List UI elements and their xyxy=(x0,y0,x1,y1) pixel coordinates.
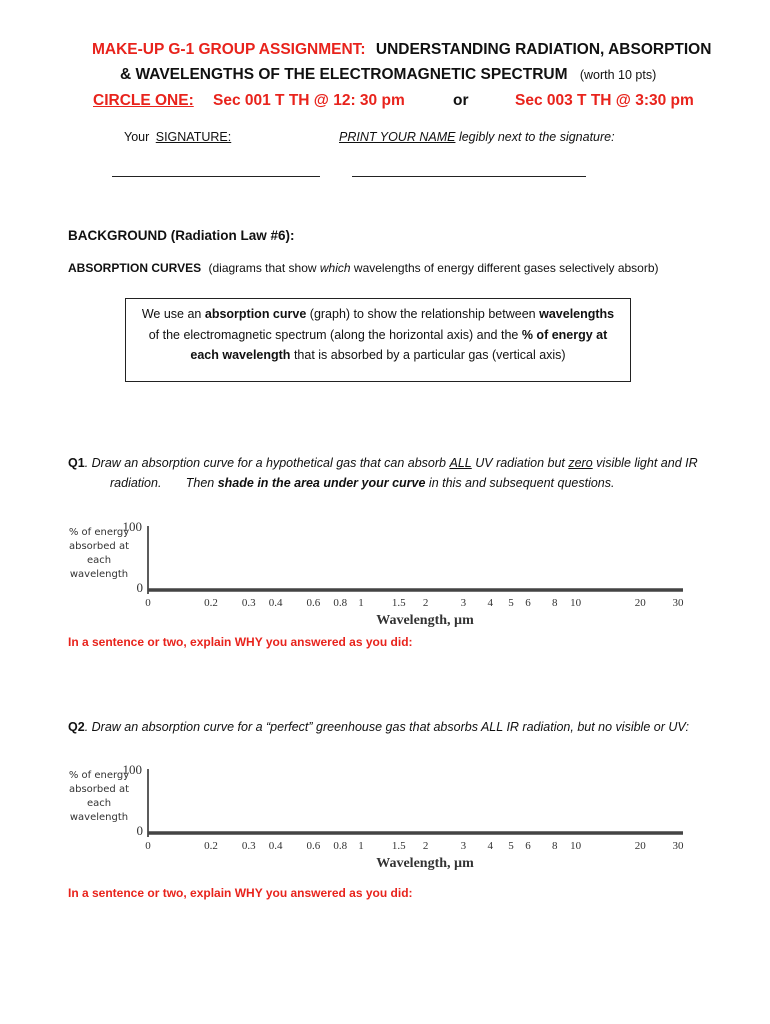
chart2-xtick-0: 0 xyxy=(145,840,151,852)
q1-zero: zero xyxy=(568,456,593,470)
chart2-xtick-4: 4 xyxy=(487,840,493,852)
chart2-absorption-plot[interactable] xyxy=(115,761,695,873)
chart1-xtick-20: 20 xyxy=(634,597,646,609)
chart2-xtick-1_5: 1.5 xyxy=(391,840,406,852)
box-l1-d: wavelengths xyxy=(539,307,615,321)
box-l2-a: of the electromagnetic spectrum (along the horizontal axis) and the xyxy=(148,328,519,342)
absorption-bold: ABSORPTION CURVES xyxy=(68,261,202,275)
absorption-curves-line xyxy=(68,261,659,275)
chart2-xtick-0_3: 0.3 xyxy=(241,840,256,852)
print-name-word: PRINT YOUR NAME xyxy=(339,130,456,144)
worth-note: (worth 10 pts) xyxy=(579,68,657,82)
signature-line[interactable] xyxy=(112,176,320,177)
chart1-xtick-5: 5 xyxy=(508,597,514,609)
q2-number: Q2 xyxy=(68,720,85,734)
box-line-1 xyxy=(126,307,630,321)
box-l3-a: each wavelength xyxy=(190,348,291,362)
chart2-ylabel: % of energy absorbed at each wavelength xyxy=(68,770,130,823)
print-name-line[interactable] xyxy=(352,176,586,177)
chart2-xtick-20: 20 xyxy=(634,840,646,852)
chart1-xtick-8: 8 xyxy=(552,597,558,609)
chart1-absorption-plot[interactable] xyxy=(115,518,695,630)
chart2-xtick-6: 6 xyxy=(525,840,531,852)
q1-explain-prompt: In a sentence or two, explain WHY you answered as you did: xyxy=(68,635,413,649)
box-l1-b: absorption curve xyxy=(204,307,307,321)
q2-explain-prompt: In a sentence or two, explain WHY you answered as you did: xyxy=(68,886,413,900)
box-l2-b: % of energy at xyxy=(521,328,608,342)
signature-label xyxy=(124,130,231,144)
chart1-xtick-3: 3 xyxy=(460,597,467,609)
chart1-ylabel: % of energy absorbed at each wavelength xyxy=(68,527,130,580)
definition-box xyxy=(125,298,631,382)
title-line-1 xyxy=(92,41,711,59)
chart1-xtick-30: 30 xyxy=(672,597,684,609)
chart2-xtick-5: 5 xyxy=(508,840,514,852)
chart2-xtick-0_2: 0.2 xyxy=(204,840,218,852)
chart2-xtick-1: 1 xyxy=(358,840,364,852)
chart1-xtick-1_5: 1.5 xyxy=(391,597,406,609)
chart2-xtick-3: 3 xyxy=(460,840,467,852)
circle-one-label: CIRCLE ONE: xyxy=(93,92,194,109)
title-black: UNDERSTANDING RADIATION, ABSORPTION xyxy=(375,41,712,58)
chart1-xtick-6: 6 xyxy=(525,597,531,609)
chart1-ytick-100: 100 xyxy=(122,519,142,534)
signature-your: Your xyxy=(124,130,150,144)
chart1-xtick-0_6: 0.6 xyxy=(306,597,321,609)
q1-text-b: UV radiation but xyxy=(475,456,565,470)
chart1-xtick-1: 1 xyxy=(358,597,364,609)
chart2-xtick-10: 10 xyxy=(570,840,582,852)
signature-word: SIGNATURE: xyxy=(155,130,232,144)
q1-number: Q1 xyxy=(68,456,85,470)
chart2-xtick-0_8: 0.8 xyxy=(333,840,348,852)
chart1-xtick-4: 4 xyxy=(487,597,493,609)
q1-all: ALL xyxy=(449,456,472,470)
chart2-xtick-8: 8 xyxy=(552,840,558,852)
chart1-xtick-0_4: 0.4 xyxy=(268,597,283,609)
title-red: MAKE-UP G-1 GROUP ASSIGNMENT: xyxy=(92,41,366,58)
chart1-xlabel: Wavelength, µm xyxy=(376,613,474,628)
q1-line-2 xyxy=(110,476,614,490)
or-text: or xyxy=(453,92,469,109)
q1-text-a: . Draw an absorption curve for a hypothetical gas that can absorb xyxy=(84,456,447,470)
q1-line2-b: shade in the area under your curve xyxy=(217,476,426,490)
chart2-ytick-0: 0 xyxy=(136,823,143,838)
q1-line-1 xyxy=(68,456,698,470)
chart1-xtick-0_3: 0.3 xyxy=(241,597,256,609)
absorption-post: wavelengths of energy different gases selectively absorb) xyxy=(353,261,659,275)
background-heading: BACKGROUND (Radiation Law #6): xyxy=(68,228,295,243)
box-line-3 xyxy=(126,348,630,362)
box-l1-a: We use an xyxy=(141,307,202,321)
chart1-xtick-0: 0 xyxy=(145,597,151,609)
chart1-xtick-2: 2 xyxy=(422,597,429,609)
title-line-2 xyxy=(120,66,656,84)
chart1-xtick-0_2: 0.2 xyxy=(204,597,218,609)
title-line-2-text: & WAVELENGTHS OF THE ELECTROMAGNETIC SPECTRUM xyxy=(120,66,568,83)
chart2-xtick-30: 30 xyxy=(672,840,684,852)
chart1-xtick-10: 10 xyxy=(570,597,582,609)
chart2-xtick-0_4: 0.4 xyxy=(268,840,283,852)
section-001-option[interactable]: Sec 001 T TH @ 12: 30 pm xyxy=(213,92,405,109)
absorption-which: which xyxy=(319,261,351,275)
q1-line2-a: radiation. Then xyxy=(110,476,215,490)
chart1-xtick-0_8: 0.8 xyxy=(333,597,348,609)
q2-line xyxy=(68,720,689,734)
q2-text: . Draw an absorption curve for a “perfect” greenhouse gas that absorbs ALL IR radiation, but no visible or UV: xyxy=(84,720,689,734)
chart2-xtick-0_6: 0.6 xyxy=(306,840,321,852)
print-name-label xyxy=(339,130,615,144)
print-name-rest: legibly next to the signature: xyxy=(458,130,615,144)
box-line-2 xyxy=(126,328,630,342)
absorption-pre: (diagrams that show xyxy=(208,261,317,275)
box-l1-c: (graph) to show the relationship between xyxy=(309,307,536,321)
chart2-ytick-100: 100 xyxy=(122,762,142,777)
chart2-xtick-2: 2 xyxy=(422,840,429,852)
box-l3-b: that is absorbed by a particular gas (vertical axis) xyxy=(293,348,566,362)
section-003-option[interactable]: Sec 003 T TH @ 3:30 pm xyxy=(515,92,694,109)
chart2-xlabel: Wavelength, µm xyxy=(376,856,474,871)
q1-line2-c: in this and subsequent questions. xyxy=(428,476,615,490)
q1-text-c: visible light and IR xyxy=(596,456,698,470)
chart1-ytick-0: 0 xyxy=(136,580,143,595)
